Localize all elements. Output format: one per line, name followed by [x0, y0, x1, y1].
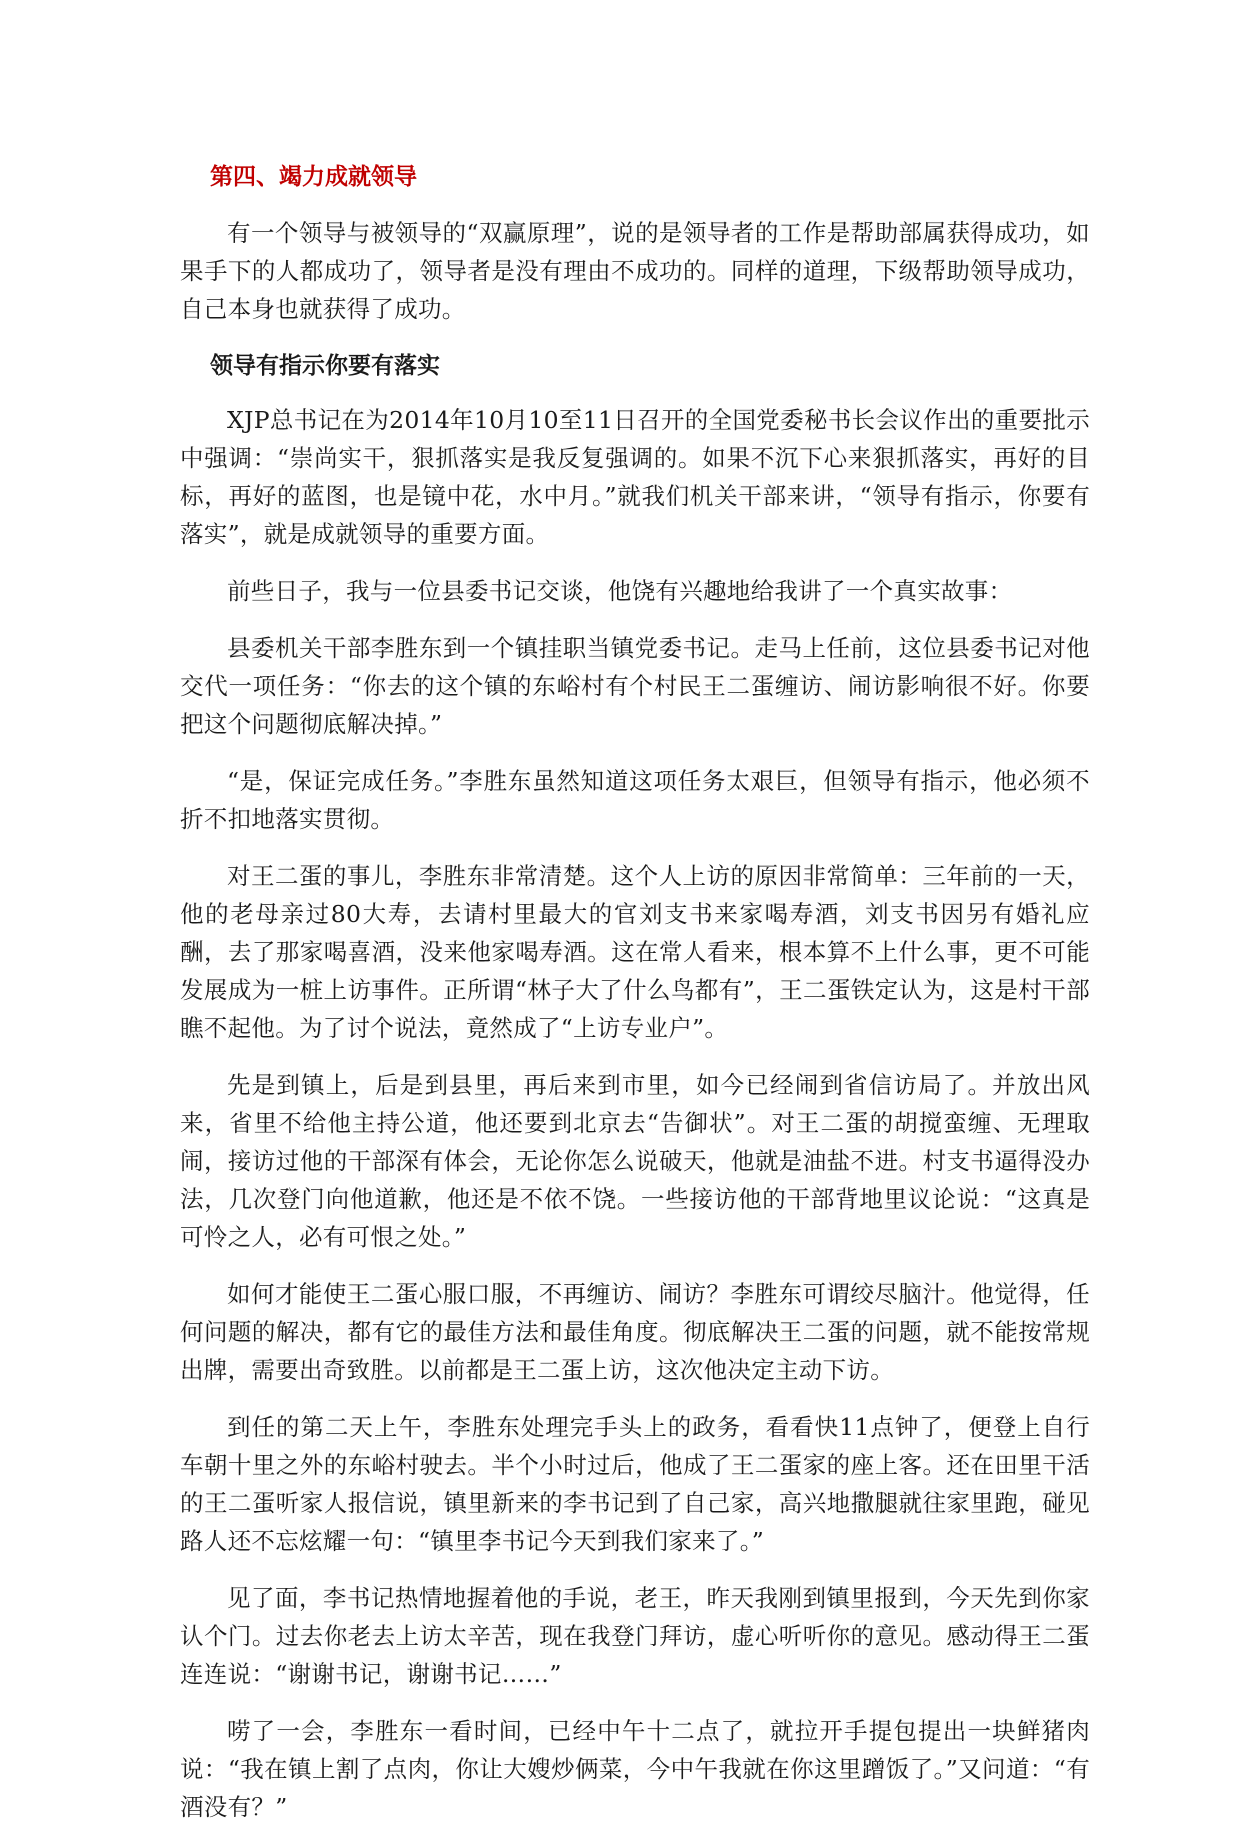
subsection-title: 领导有指示你要有落实: [210, 352, 440, 379]
paragraph: 见了面，李书记热情地握着他的手说，老王，昨天我刚到镇里报到，今天先到你家认个门。过去你老去上访太辛苦，现在我登门拜访，虚心听听你的意见。感动得王二蛋连连说：“谢谢书记，谢谢书记……”: [180, 1584, 1090, 1688]
paragraph: 对王二蛋的事儿，李胜东非常清楚。这个人上访的原因非常简单：三年前的一天，他的老母亲过80大寿，去请村里最大的官刘支书来家喝寿酒，刘支书因另有婚礼应酬，去了那家喝喜酒，没来他家喝寿酒。这在常人看来，根本算不上什么事，更不可能发展成为一桩上访事件。正所谓“林子大了什么鸟都有”，王二蛋铁定认为，这是村干部瞧不起他。为了讨个说法，竟然成了“上访专业户”。: [180, 862, 1090, 1042]
paragraph: 如何才能使王二蛋心服口服，不再缠访、闹访？李胜东可谓绞尽脑汁。他觉得，任何问题的解决，都有它的最佳方法和最佳角度。彻底解决王二蛋的问题，就不能按常规出牌，需要出奇致胜。以前都是王二蛋上访，这次他决定主动下访。: [180, 1280, 1090, 1384]
section-title: 第四、竭力成就领导: [210, 163, 417, 190]
paragraph: 唠了一会，李胜东一看时间，已经中午十二点了，就拉开手提包提出一块鲜猪肉说：“我在镇上割了点肉，你让大嫂炒俩菜，今中午我就在你这里蹭饭了。”又问道：“有酒没有？”: [180, 1717, 1090, 1821]
paragraph: 前些日子，我与一位县委书记交谈，他饶有兴趣地给我讲了一个真实故事：: [227, 577, 1013, 605]
paragraph: “是，保证完成任务。”李胜东虽然知道这项任务太艰巨，但领导有指示，他必须不折不扣地落实贯彻。: [180, 767, 1090, 833]
paragraph: 先是到镇上，后是到县里，再后来到市里，如今已经闹到省信访局了。并放出风来，省里不给他主持公道，他还要到北京去“告御状”。对王二蛋的胡搅蛮缠、无理取闹，接访过他的干部深有体会，无论你怎么说破天，他就是油盐不进。村支书逼得没办法，几次登门向他道歉，他还是不依不饶。一些接访他的干部背地里议论说：“这真是可怜之人，必有可恨之处。”: [180, 1071, 1090, 1251]
document-page: [180, 158, 1090, 1845]
paragraph: 到任的第二天上午，李胜东处理完手头上的政务，看看快11点钟了，便登上自行车朝十里之外的东峪村驶去。半个小时过后，他成了王二蛋家的座上客。还在田里干活的王二蛋听家人报信说，镇里新来的李书记到了自己家，高兴地撒腿就往家里跑，碰见路人还不忘炫耀一句：“镇里李书记今天到我们家来了。”: [180, 1413, 1090, 1555]
section-intro: 有一个领导与被领导的“双赢原理”，说的是领导者的工作是帮助部属获得成功，如果手下的人都成功了，领导者是没有理由不成功的。同样的道理，下级帮助领导成功，自己本身也就获得了成功。: [180, 219, 1090, 323]
paragraph: 县委机关干部李胜东到一个镇挂职当镇党委书记。走马上任前，这位县委书记对他交代一项任务：“你去的这个镇的东峪村有个村民王二蛋缠访、闹访影响很不好。你要把这个问题彻底解决掉。”: [180, 634, 1090, 738]
paragraph: XJP总书记在为2014年10月10至11日召开的全国党委秘书长会议作出的重要批示中强调：“崇尚实干，狠抓落实是我反复强调的。如果不沉下心来狠抓落实，再好的目标，再好的蓝图，也是镜中花，水中月。”就我们机关干部来讲，“领导有指示，你要有落实”，就是成就领导的重要方面。: [180, 406, 1090, 548]
